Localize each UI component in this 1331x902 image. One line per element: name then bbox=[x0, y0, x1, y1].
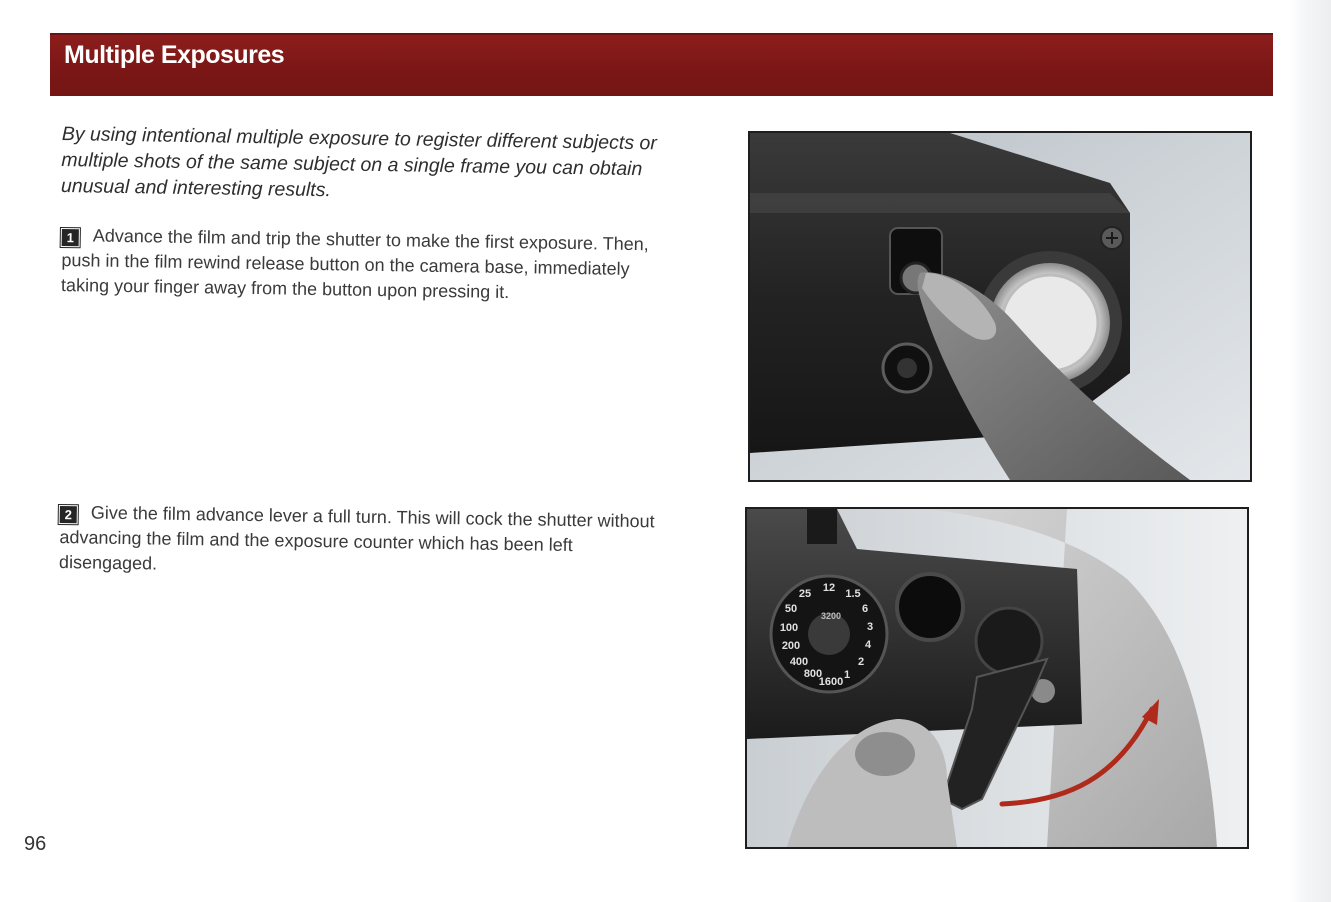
dial-number: 3 bbox=[866, 621, 874, 633]
section-header-banner bbox=[50, 33, 1273, 96]
dial-number: 800 bbox=[803, 668, 823, 680]
step-number-2: 2 bbox=[60, 506, 77, 523]
photo-film-advance-lever bbox=[745, 507, 1249, 849]
intro-paragraph: By using intentional multiple exposure to register different subjects or multiple shots of the same subject on a single frame you can obtain unusual and interesting results. bbox=[60, 122, 657, 202]
dial-number: 6 bbox=[861, 603, 869, 615]
dial-number: 25 bbox=[798, 588, 812, 600]
dial-number: 1 bbox=[843, 669, 851, 681]
dial-number: 2 bbox=[857, 656, 865, 668]
section-title: Multiple Exposures bbox=[64, 41, 285, 69]
page-edge-shadow bbox=[1290, 0, 1331, 902]
page-number: 96 bbox=[24, 833, 47, 855]
dial-number: 50 bbox=[784, 603, 798, 615]
step-2 bbox=[59, 500, 660, 584]
dial-number: 400 bbox=[789, 656, 809, 668]
dial-number: 1600 bbox=[818, 676, 844, 688]
step-number-1: 1 bbox=[62, 229, 79, 246]
dial-number: 4 bbox=[864, 639, 872, 651]
dial-number: 12 bbox=[822, 582, 836, 594]
dial-number: 200 bbox=[781, 640, 801, 652]
dial-number: 3200 bbox=[820, 611, 842, 621]
step-1 bbox=[61, 223, 662, 307]
dial-number: 1.5 bbox=[845, 588, 861, 600]
step-1-text: Advance the film and trip the shutter to make the first exposure. Then, push in the film rewind release button on the camera base, immediately taking your finger away from the button upon pressing it. bbox=[60, 225, 649, 303]
photo-rewind-release-button bbox=[748, 131, 1252, 482]
dial-number: 100 bbox=[779, 622, 799, 634]
step-2-text: Give the film advance lever a full turn. This will cock the shutter without advancing the film and the exposure counter which has been left disengaged. bbox=[58, 502, 655, 574]
